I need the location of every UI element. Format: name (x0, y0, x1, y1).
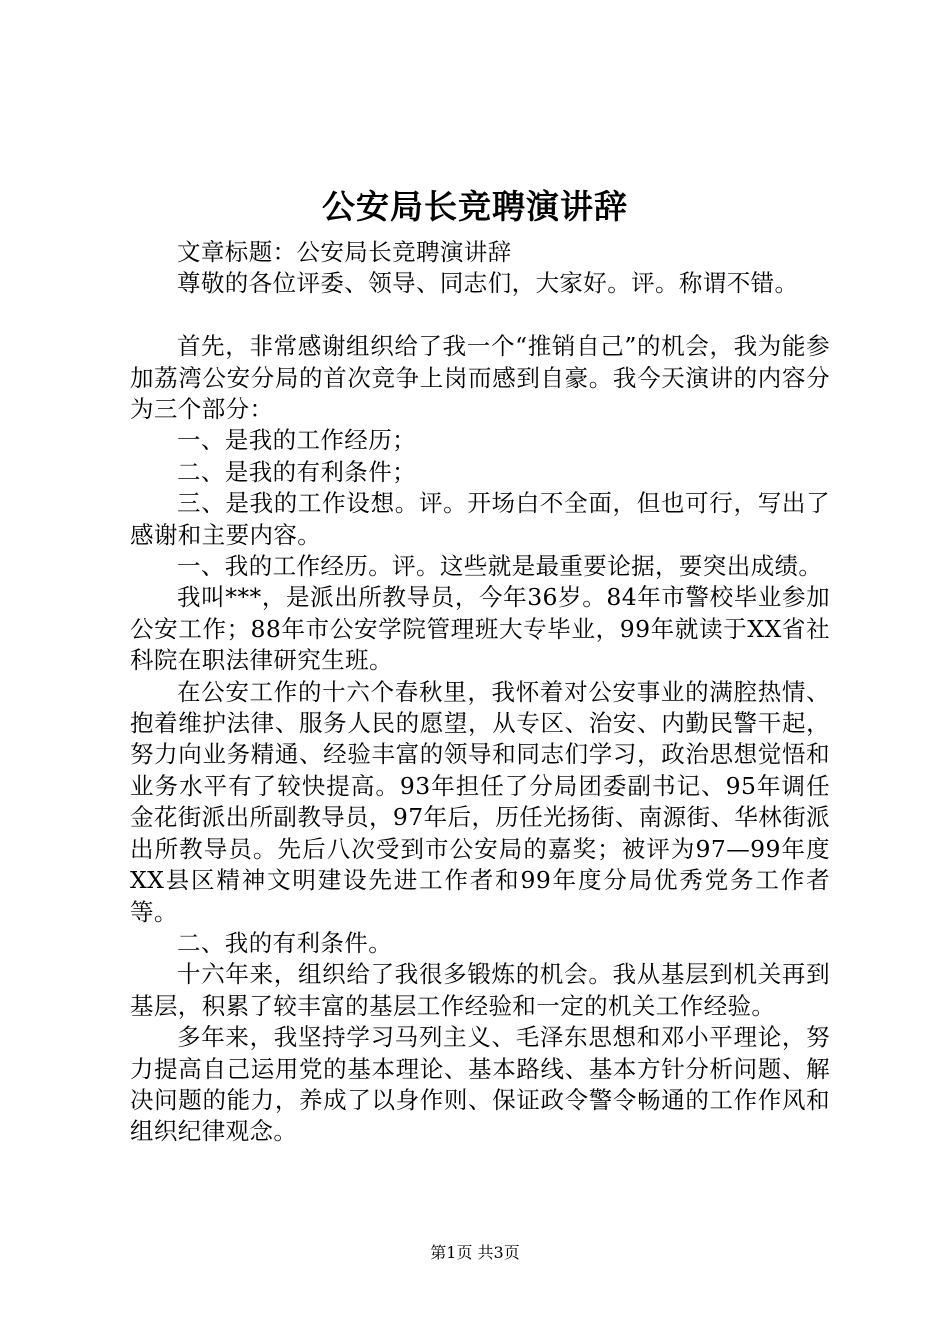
paragraph-experience: 十六年来，组织给了我很多锻炼的机会。我从基层到机关再到基层，积累了较丰富的基层工作经验和一定的机关工作经验。 (130, 960, 830, 1020)
paragraph-study: 多年来，我坚持学习马列主义、毛泽东思想和邓小平理论，努力提高自己运用党的基本理论、基本路线、基本方针分析问题、解决问题的能力，养成了以身作则、保证政令警令畅通的工作作风和组织纪律观念。 (130, 1023, 830, 1146)
paragraph-blank (130, 300, 830, 331)
paragraph-outline-2: 二、是我的有利条件； (177, 457, 416, 486)
paragraph-work-history: 在公安工作的十六个春秋里，我怀着对公安事业的满腔热情、抱着维护法律、服务人民的愿望，从专区、治安、内勤民警干起，努力向业务精通、经验丰富的领导和同志们学习，政治思想觉悟和业务水平有了较快提高。93年担任了分局团委副书记、95年调任金花街派出所副教导员，97年后，历任光扬街、南源街、华林街派出所教导员。先后八次受到市公安局的嘉奖；被评为97—99年度XX县区精神文明建设先进工作者和99年度分局优秀党务工作者等。 (130, 677, 830, 926)
paragraph-outline-1: 一、是我的工作经历； (177, 426, 416, 455)
paragraph-intro: 首先，非常感谢组织给了我一个“推销自己”的机会，我为能参加荔湾公安分局的首次竞争上岗而感到自豪。我今天演讲的内容分为三个部分： (130, 332, 830, 424)
paragraph-outline-3: 三、是我的工作设想。评。开场白不全面，但也可行，写出了感谢和主要内容。 (130, 489, 830, 549)
paragraph-article-title: 文章标题：公安局长竞聘演讲辞 (177, 238, 512, 266)
page-number-footer: 第1页 共3页 (430, 1243, 520, 1262)
paragraph-section-1-heading: 一、我的工作经历。评。这些就是最重要论据，要突出成绩。 (177, 552, 823, 581)
document-body (130, 237, 830, 1148)
document-title: 公安局长竞聘演讲辞 (322, 187, 628, 226)
paragraph-self-intro: 我叫***，是派出所教导员，今年36岁。84年市警校毕业参加公安工作；88年市公安学院管理班大专毕业，99年就读于XX省社科院在职法律研究生班。 (130, 583, 830, 675)
paragraph-section-2-heading: 二、我的有利条件。 (177, 928, 393, 957)
paragraph-greeting: 尊敬的各位评委、领导、同志们，大家好。评。称谓不错。 (177, 269, 799, 298)
